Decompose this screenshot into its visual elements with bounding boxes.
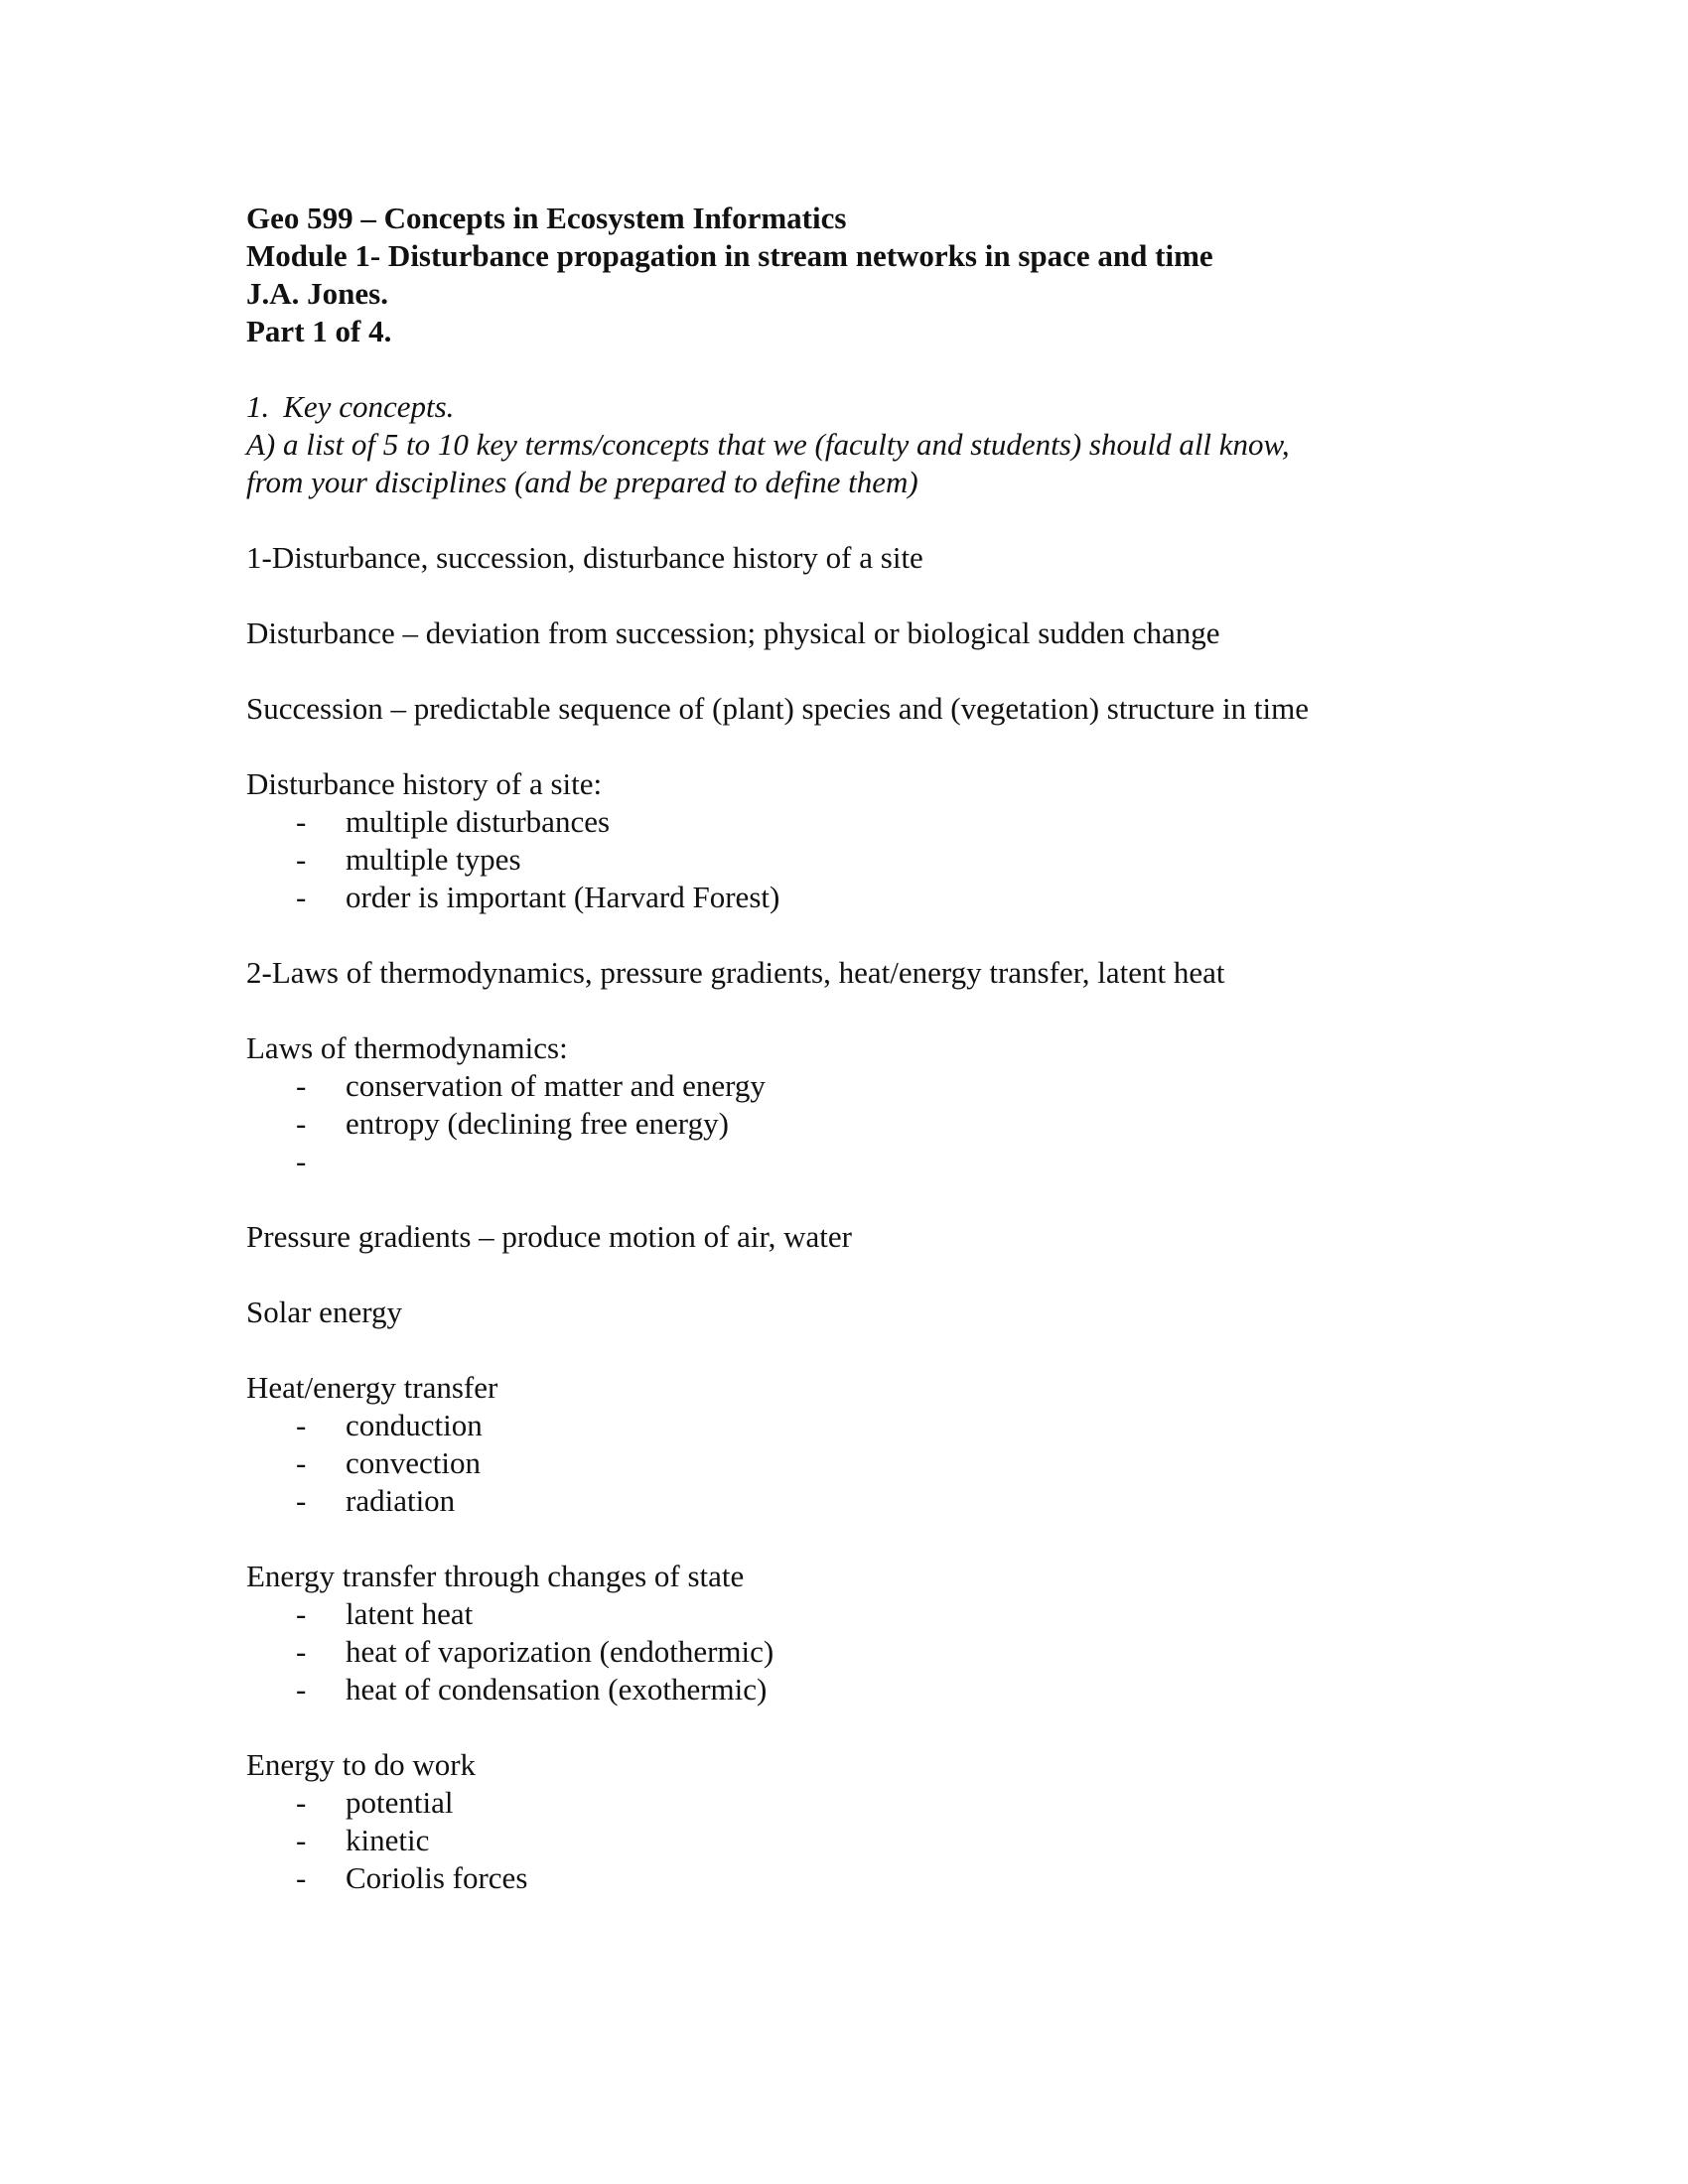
dash-bullet: - [296,1483,307,1518]
disturbance-history-list [246,803,1497,916]
list-item: - heat of vaporization (endothermic) [296,1634,774,1669]
list-item: - order is important (Harvard Forest) [296,880,780,914]
state-change-list [246,1595,1497,1708]
question-heading [246,388,1497,426]
dash-bullet: - [296,842,307,877]
list-item: - potential [296,1785,454,1820]
thermodynamics-list [246,1067,1497,1180]
list-item: - conservation of matter and energy [296,1068,766,1103]
dash-bullet: - [296,880,307,914]
heat-transfer-list [246,1407,1497,1520]
state-change-heading: Energy transfer through changes of state [246,1559,745,1593]
list-item [246,1143,1497,1180]
list-item: - Coriolis forces [296,1860,528,1895]
dash-bullet: - [296,1408,307,1442]
section-1-heading: 1-Disturbance, succession, disturbance history of a site [246,540,923,575]
pressure-gradients-definition: Pressure gradients – produce motion of air, water [246,1219,852,1254]
question-title: Key concepts. [283,389,455,424]
dash-bullet: - [296,1068,307,1103]
author: J.A. Jones. [246,276,388,311]
list-item: - multiple types [296,842,521,877]
dash-bullet: - [296,804,307,839]
question-number: 1. [246,389,270,424]
dash-bullet: - [296,1106,307,1141]
part-label: Part 1 of 4. [246,314,392,348]
dash-bullet: - [296,1785,307,1820]
dash-bullet: - [296,1596,307,1631]
heat-transfer-heading: Heat/energy transfer [246,1370,498,1405]
work-energy-heading: Energy to do work [246,1747,477,1782]
list-item: - multiple disturbances [296,804,611,839]
list-item: - kinetic [296,1823,430,1857]
solar-energy: Solar energy [246,1295,402,1329]
dash-bullet: - [296,1672,307,1706]
dash-bullet: - [296,1823,307,1857]
list-item: - latent heat [296,1596,474,1631]
list-item: - heat of condensation (exothermic) [296,1672,768,1706]
dash-bullet: - [296,1144,307,1178]
dash-bullet: - [296,1860,307,1895]
list-item: - entropy (declining free energy) [296,1106,729,1141]
section-2-heading: 2-Laws of thermodynamics, pressure gradients, heat/energy transfer, latent heat [246,955,1225,990]
module-title: Module 1- Disturbance propagation in stream networks in space and time [246,238,1213,273]
course-title: Geo 599 – Concepts in Ecosystem Informatics [246,201,847,235]
thermodynamics-heading: Laws of thermodynamics: [246,1030,568,1065]
work-energy-list [246,1784,1497,1897]
list-item: - conduction [296,1408,483,1442]
disturbance-definition: Disturbance – deviation from succession; physical or biological sudden change [246,615,1220,650]
document-body [246,200,1497,1897]
dash-bullet: - [296,1634,307,1669]
list-item: - radiation [296,1483,456,1518]
question-prompt-line-1: A) a list of 5 to 10 key terms/concepts that we (faculty and students) should all know, [246,427,1290,462]
list-item: - convection [296,1445,482,1480]
question-prompt-line-2: from your disciplines (and be prepared to define them) [246,465,918,499]
succession-definition: Succession – predictable sequence of (plant) species and (vegetation) structure in time [246,691,1309,726]
disturbance-history-heading: Disturbance history of a site: [246,766,603,801]
dash-bullet: - [296,1445,307,1480]
